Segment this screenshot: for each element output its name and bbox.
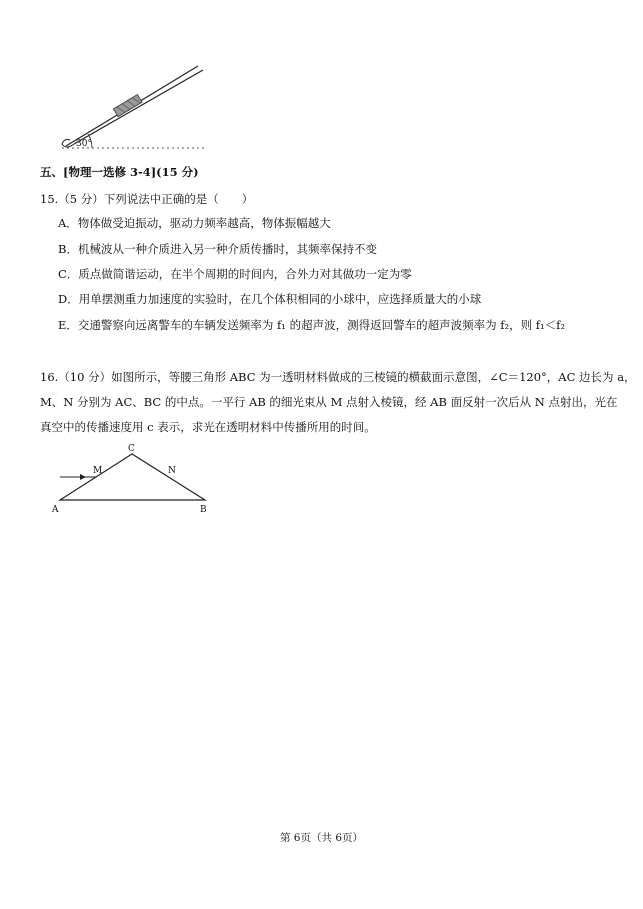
- incline-figure-svg: [48, 58, 208, 160]
- section-heading: 五、[物理一选修 3-4](15 分): [40, 165, 199, 179]
- q15-option-a: A．物体做受迫振动，驱动力频率越高，物体振幅越大: [58, 216, 331, 230]
- label-c: C: [128, 444, 135, 454]
- q15-option-d: D．用单摆测重力加速度的实验时，在几个体积相同的小球中，应选择质量大的小球: [58, 292, 482, 306]
- angle-label: 30°: [76, 139, 92, 149]
- incline-line-upper: [74, 70, 203, 144]
- q15-option-b: B．机械波从一种介质进入另一种介质传播时，其频率保持不变: [58, 242, 377, 256]
- prism-figure: [50, 440, 215, 518]
- incline-end-cap: [62, 140, 74, 148]
- page-footer: 第 6页（共 6页）: [279, 832, 364, 844]
- label-n: N: [168, 466, 176, 476]
- label-b: B: [200, 505, 207, 515]
- label-a: A: [52, 505, 59, 515]
- q15-stem: 15.（5 分）下列说法中正确的是（ ）: [40, 192, 254, 206]
- q15-option-e: E．交通警察向远离警车的车辆发送频率为 f₁ 的超声波，测得返回警车的超声波频率为 f₂，则 f₁＜f₂: [58, 318, 565, 332]
- label-m: M: [93, 466, 103, 476]
- incline-figure: [48, 58, 208, 160]
- q15-option-c: C．质点做简谐运动，在半个周期的时间内，合外力对其做功一定为零: [58, 267, 412, 281]
- q16-text-line-1: 16.（10 分）如图所示，等腰三角形 ABC 为一透明材料做成的三棱镜的横截面示意图，∠C＝120°，AC 边长为 a，: [40, 370, 636, 384]
- q16-text-line-2: M、N 分别为 AC、BC 的中点。一平行 AB 的细光束从 M 点射入棱镜，经 AB 面反射一次后从 N 点射出，光在: [40, 395, 618, 409]
- q16-text-line-3: 真空中的传播速度用 c 表示，求光在透明材料中传播所用的时间。: [40, 420, 376, 434]
- ray-arrow-icon: [80, 474, 86, 480]
- prism-figure-svg: [50, 440, 215, 518]
